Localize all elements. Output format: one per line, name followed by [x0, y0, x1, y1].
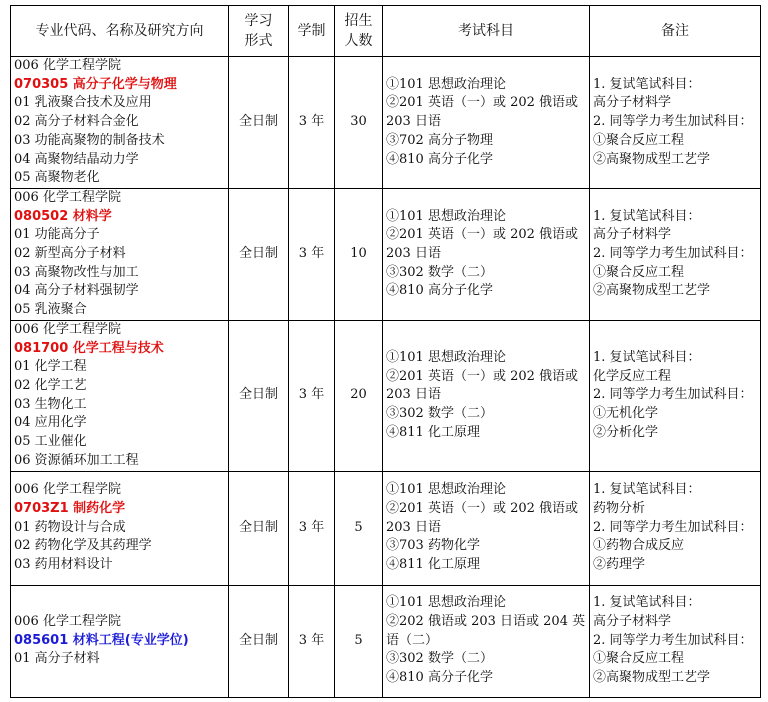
program-row-pharma-chem	[11, 471, 761, 585]
exam-subject: ①101 思想政治理论	[386, 208, 506, 224]
program-row-chem-eng	[11, 320, 761, 471]
duration-cell: 3 年	[289, 585, 335, 697]
program-row-materials-eng	[11, 585, 761, 697]
exam-cell	[383, 585, 590, 697]
header-remark: 备注	[590, 6, 761, 57]
study-mode-cell: 全日制	[229, 57, 289, 189]
remark-line: 1. 复试笔试科目：	[593, 208, 701, 224]
major-cell	[11, 585, 229, 697]
research-direction: 03 功能高聚物的制备技术	[14, 132, 165, 148]
research-direction: 01 功能高分子	[14, 227, 100, 243]
remark-cell	[590, 188, 761, 320]
research-direction: 03 高聚物改性与加工	[14, 264, 139, 280]
exam-cell	[383, 320, 590, 471]
research-direction: 04 高聚物结晶动力学	[14, 151, 139, 167]
study-mode-cell: 全日制	[229, 585, 289, 697]
quota-cell: 20	[335, 320, 383, 471]
exam-subject: ①101 思想政治理论	[386, 76, 506, 92]
exam-subject: ②201 英语（一）或 202 俄语或 203 日语	[386, 227, 579, 262]
program-row-polymer-chem	[11, 57, 761, 189]
duration-cell: 3 年	[289, 471, 335, 585]
exam-cell	[383, 188, 590, 320]
header-mode: 学习 形式	[229, 6, 289, 57]
remark-line: 2. 同等学力考生加试科目：	[593, 387, 753, 403]
research-direction: 05 工业催化	[14, 434, 87, 450]
research-direction: 01 化学工程	[14, 359, 87, 375]
major-title: 070305 高分子化学与物理	[14, 76, 177, 92]
research-direction: 04 应用化学	[14, 415, 87, 431]
remark-line: 高分子材料学	[593, 613, 672, 629]
school-name: 006 化学工程学院	[14, 482, 121, 498]
remark-line: ①聚合反应工程	[593, 264, 685, 280]
header-major: 专业代码、名称及研究方向	[11, 6, 229, 57]
remark-line: ①聚合反应工程	[593, 132, 685, 148]
school-name: 006 化学工程学院	[14, 189, 121, 205]
remark-line: ②高聚物成型工艺学	[593, 151, 711, 167]
remark-line: 2. 同等学力考生加试科目：	[593, 246, 753, 262]
study-mode-cell: 全日制	[229, 188, 289, 320]
remark-line: 2. 同等学力考生加试科目：	[593, 632, 753, 648]
exam-subject: ④810 高分子化学	[386, 151, 493, 167]
exam-subject: ④811 化工原理	[386, 424, 480, 440]
research-direction: 02 化学工艺	[14, 378, 87, 394]
remark-line: 2. 同等学力考生加试科目：	[593, 519, 753, 535]
remark-line: 高分子材料学	[593, 227, 672, 243]
exam-subject: ③302 数学（二）	[386, 264, 493, 280]
remark-line: ①药物合成反应	[593, 538, 685, 554]
school-name: 006 化学工程学院	[14, 58, 121, 73]
exam-subject: ②201 英语（一）或 202 俄语或 203 日语	[386, 368, 579, 403]
exam-subject: ④810 高分子化学	[386, 670, 493, 686]
research-direction: 03 药用材料设计	[14, 557, 113, 573]
duration-cell: 3 年	[289, 188, 335, 320]
exam-subject: ②202 俄语或 203 日语或 204 英语（二）	[386, 613, 586, 648]
exam-subject: ④810 高分子化学	[386, 283, 493, 299]
research-direction: 02 新型高分子材料	[14, 246, 126, 262]
exam-cell	[383, 57, 590, 189]
major-cell	[11, 188, 229, 320]
research-direction: 03 生物化工	[14, 396, 87, 412]
remark-line: ①无机化学	[593, 406, 659, 422]
admissions-table	[10, 5, 761, 698]
quota-cell: 5	[335, 471, 383, 585]
remark-line: 1. 复试笔试科目：	[593, 595, 701, 611]
exam-subject: ③302 数学（二）	[386, 651, 493, 667]
remark-line: 化学反应工程	[593, 368, 672, 384]
remark-line: ①聚合反应工程	[593, 651, 685, 667]
remark-line: ②高聚物成型工艺学	[593, 283, 711, 299]
remark-cell	[590, 320, 761, 471]
major-title: 080502 材料学	[14, 208, 112, 224]
exam-subject: ①101 思想政治理论	[386, 595, 506, 611]
remark-cell	[590, 471, 761, 585]
exam-subject: ①101 思想政治理论	[386, 482, 506, 498]
remark-cell	[590, 57, 761, 189]
remark-line: 高分子材料学	[593, 95, 672, 111]
header-duration: 学制	[289, 6, 335, 57]
remark-line: ②分析化学	[593, 424, 659, 440]
remark-line: 1. 复试笔试科目：	[593, 76, 701, 92]
remark-cell	[590, 585, 761, 697]
major-cell	[11, 57, 229, 189]
duration-cell: 3 年	[289, 320, 335, 471]
research-direction: 04 高分子材料强韧学	[14, 283, 139, 299]
remark-line: ②药理学	[593, 557, 646, 573]
major-title: 085601 材料工程(专业学位)	[14, 632, 189, 648]
major-title: 081700 化学工程与技术	[14, 340, 164, 356]
study-mode-cell: 全日制	[229, 471, 289, 585]
remark-line: 1. 复试笔试科目：	[593, 349, 701, 365]
research-direction: 02 高分子材料合金化	[14, 114, 139, 130]
program-row-materials	[11, 188, 761, 320]
study-mode-cell: 全日制	[229, 320, 289, 471]
major-title: 0703Z1 制药化学	[14, 500, 126, 516]
exam-subject: ①101 思想政治理论	[386, 349, 506, 365]
remark-line: 1. 复试笔试科目：	[593, 482, 701, 498]
quota-cell: 5	[335, 585, 383, 697]
exam-subject: ②201 英语（一）或 202 俄语或 203 日语	[386, 500, 579, 535]
research-direction: 05 乳液聚合	[14, 302, 87, 318]
quota-cell: 10	[335, 188, 383, 320]
exam-subject: ②201 英语（一）或 202 俄语或 203 日语	[386, 95, 579, 130]
research-direction: 06 资源循环加工工程	[14, 452, 139, 468]
exam-subject: ③702 高分子物理	[386, 132, 493, 148]
header-exam: 考试科目	[383, 6, 590, 57]
exam-subject: ③703 药物化学	[386, 538, 480, 554]
research-direction: 01 药物设计与合成	[14, 519, 126, 535]
school-name: 006 化学工程学院	[14, 321, 121, 337]
exam-subject: ④811 化工原理	[386, 557, 480, 573]
school-name: 006 化学工程学院	[14, 613, 121, 629]
header-row	[11, 6, 761, 57]
research-direction: 02 药物化学及其药理学	[14, 538, 152, 554]
research-direction: 01 乳液聚合技术及应用	[14, 95, 152, 111]
duration-cell: 3 年	[289, 57, 335, 189]
major-cell	[11, 471, 229, 585]
research-direction: 05 高聚物老化	[14, 170, 100, 186]
header-quota: 招生 人数	[335, 6, 383, 57]
quota-cell: 30	[335, 57, 383, 189]
major-cell	[11, 320, 229, 471]
remark-line: 2. 同等学力考生加试科目：	[593, 114, 753, 130]
exam-subject: ③302 数学（二）	[386, 406, 493, 422]
exam-cell	[383, 471, 590, 585]
remark-line: 药物分析	[593, 500, 646, 516]
remark-line: ②高聚物成型工艺学	[593, 670, 711, 686]
research-direction: 01 高分子材料	[14, 651, 100, 667]
